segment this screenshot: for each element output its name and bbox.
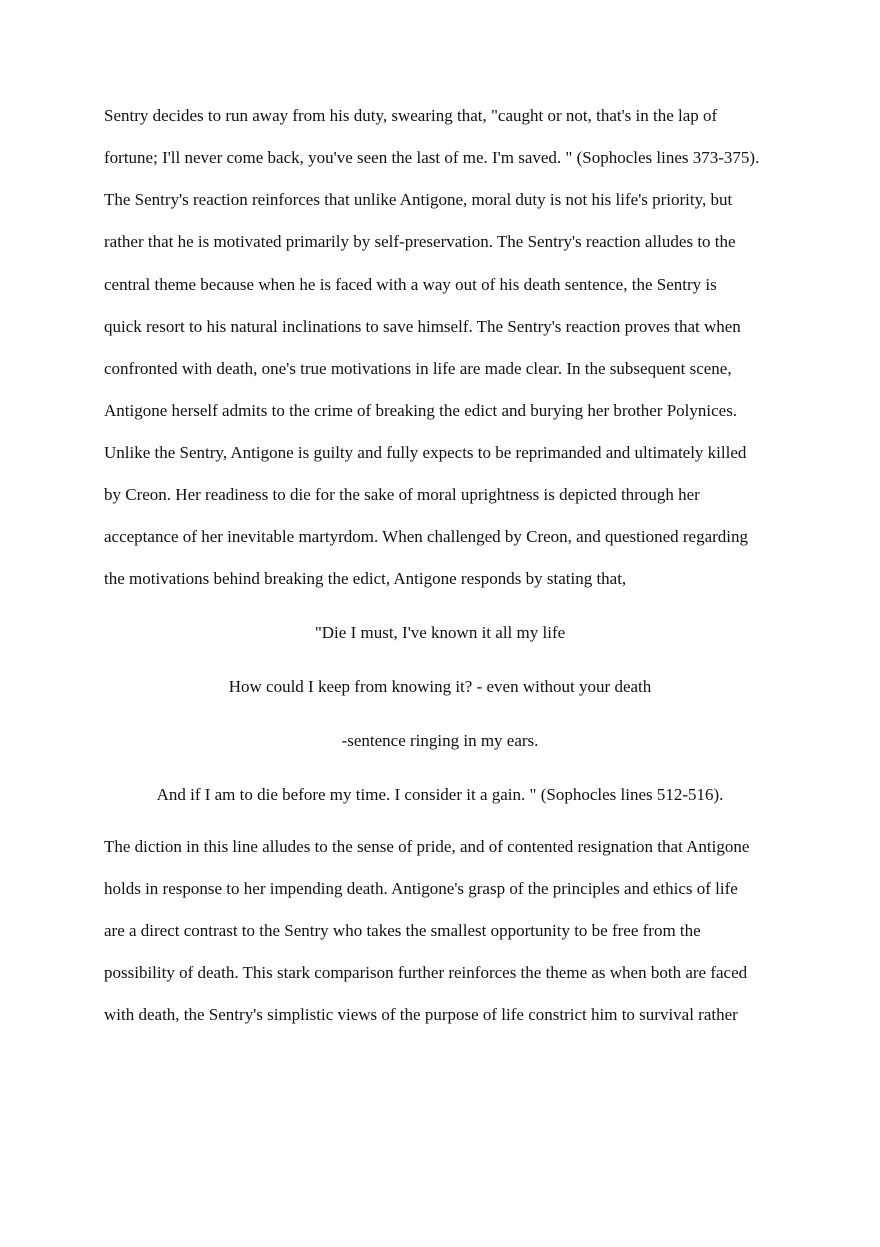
text-line: confronted with death, one's true motivations in life are made clear. In the subsequent scene, <box>104 359 732 378</box>
text-line: the motivations behind breaking the edict, Antigone responds by stating that, <box>104 569 627 588</box>
quote-line: "Die I must, I've known it all my life <box>314 623 566 642</box>
text-line: quick resort to his natural inclinations to save himself. The Sentry's reaction proves that when <box>104 317 741 336</box>
text-line: acceptance of her inevitable martyrdom. When challenged by Creon, and questioned regarding <box>104 527 749 546</box>
text-line: Antigone herself admits to the crime of breaking the edict and burying her brother Polynices. <box>104 401 738 420</box>
text-line: Sentry decides to run away from his duty, swearing that, "caught or not, that's in the lap of <box>104 106 718 125</box>
quote-line: How could I keep from knowing it? - even without your death <box>228 677 652 696</box>
quote-line: -sentence ringing in my ears. <box>341 731 539 750</box>
text-line: rather that he is motivated primarily by self-preservation. The Sentry's reaction alludes to the <box>104 232 736 251</box>
text-line: possibility of death. This stark comparison further reinforces the theme as when both are faced <box>104 963 748 982</box>
text-line: fortune; I'll never come back, you've seen the last of me. I'm saved. " (Sophocles lines 373-375). <box>104 148 760 167</box>
text-line: Unlike the Sentry, Antigone is guilty and fully expects to be reprimanded and ultimately killed <box>104 443 747 462</box>
quote-line: And if I am to die before my time. I consider it a gain. " (Sophocles lines 512-516). <box>156 785 724 804</box>
text-line: are a direct contrast to the Sentry who takes the smallest opportunity to be free from the <box>104 921 701 940</box>
text-line: with death, the Sentry's simplistic views of the purpose of life constrict him to survival rather <box>104 1005 738 1024</box>
text-line: central theme because when he is faced with a way out of his death sentence, the Sentry is <box>104 275 717 294</box>
text-line: holds in response to her impending death. Antigone's grasp of the principles and ethics of life <box>104 879 738 898</box>
text-line: The diction in this line alludes to the sense of pride, and of contented resignation that Antigone <box>104 837 750 856</box>
text-line: The Sentry's reaction reinforces that unlike Antigone, moral duty is not his life's priority, but <box>104 190 733 209</box>
text-line: by Creon. Her readiness to die for the sake of moral uprightness is depicted through her <box>104 485 700 504</box>
